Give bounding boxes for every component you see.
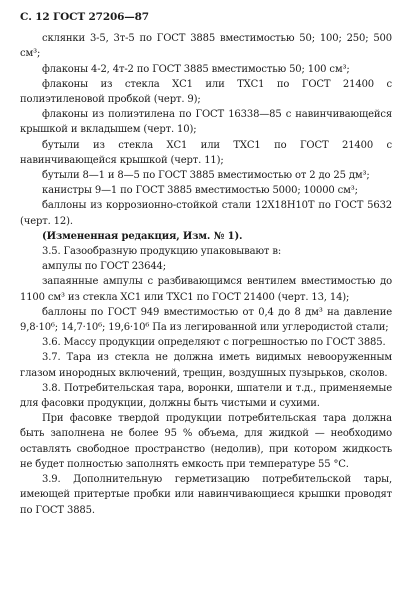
list-item-ampuly: ампулы по ГОСТ 23644; (42, 261, 166, 273)
clause-3-6: 3.6. Массу продукции определяют с погрешностью по ГОСТ 3885. (42, 337, 386, 349)
page-header: С. 12 ГОСТ 27206—87 (20, 11, 149, 23)
list-item-ballony-steel: баллоны из коррозионно-стойкой стали 12Х18Н10Т по ГОСТ 5632 (черт. 12). (20, 200, 392, 227)
clause-3-5: 3.5. Газообразную продукцию упаковывают в: (42, 246, 282, 258)
filling-paragraph: При фасовке твердой продукции потребительская тара должна быть заполнена не более 95 % объема, для жидкой — необходимо оставлять свободное пространство (недолив), при котором жидкость не будет полностью заполнять емкость при температуре 55 °С. (20, 413, 392, 470)
clause-3-7: 3.7. Тара из стекла не должна иметь видимых невооруженным глазом инородных включений, трещин, воздушных пузырьков, сколов. (20, 352, 392, 379)
amendment-note: (Измененная редакция, Изм. № 1). (42, 230, 243, 242)
document-page (20, 10, 392, 518)
list-item-ballony-gost949: баллоны по ГОСТ 949 вместимостью от 0,4 до 8 дм³ на давление 9,8·10⁶; 14,7·10⁶; 19,6·10⁶ Па из легированной или углеродистой стали; (20, 306, 392, 334)
list-item-sealed-ampuly: запаянные ампулы с разбивающимся вентилем вместимостью до 1100 см³ из стекла ХС1 или ТХС1 по ГОСТ 21400 (черт. 13, 14); (20, 276, 392, 303)
list-item-butyli-glass: бутыли из стекла ХС1 или ТХС1 по ГОСТ 21400 с навинчивающейся крышкой (черт. 11); (20, 139, 392, 166)
list-item-flakony-4-2: флаконы 4-2, 4т-2 по ГОСТ 3885 вместимостью 50; 100 см³; (42, 63, 350, 75)
list-item-flakony-polyethylene: флаконы из полиэтилена по ГОСТ 16338—85 с навинчивающейся крышкой и вкладышем (черт. 10); (20, 109, 392, 136)
clause-3-8: 3.8. Потребительская тара, воронки, шпатели и т.д., применяемые для фасовки продукции, должны быть чистыми и сухими. (20, 382, 392, 410)
list-item-kanistry: канистры 9—1 по ГОСТ 3885 вместимостью 5000; 10000 см³; (42, 185, 358, 197)
clause-3-9: 3.9. Дополнительную герметизацию потребительской тары, имеющей притертые пробки или навинчивающиеся крышки проводят по ГОСТ 3885. (20, 474, 392, 516)
list-item-flakony-glass: флаконы из стекла ХС1 или ТХС1 по ГОСТ 21400 с полиэтиленовой пробкой (черт. 9); (20, 78, 392, 106)
list-item-butyli-8: бутыли 8—1 и 8—5 по ГОСТ 3885 вместимостью от 2 до 25 дм³; (42, 170, 370, 182)
list-item-sklyanki: склянки 3-5, 3т-5 по ГОСТ 3885 вместимостью 50; 100; 250; 500 см³; (20, 33, 392, 60)
